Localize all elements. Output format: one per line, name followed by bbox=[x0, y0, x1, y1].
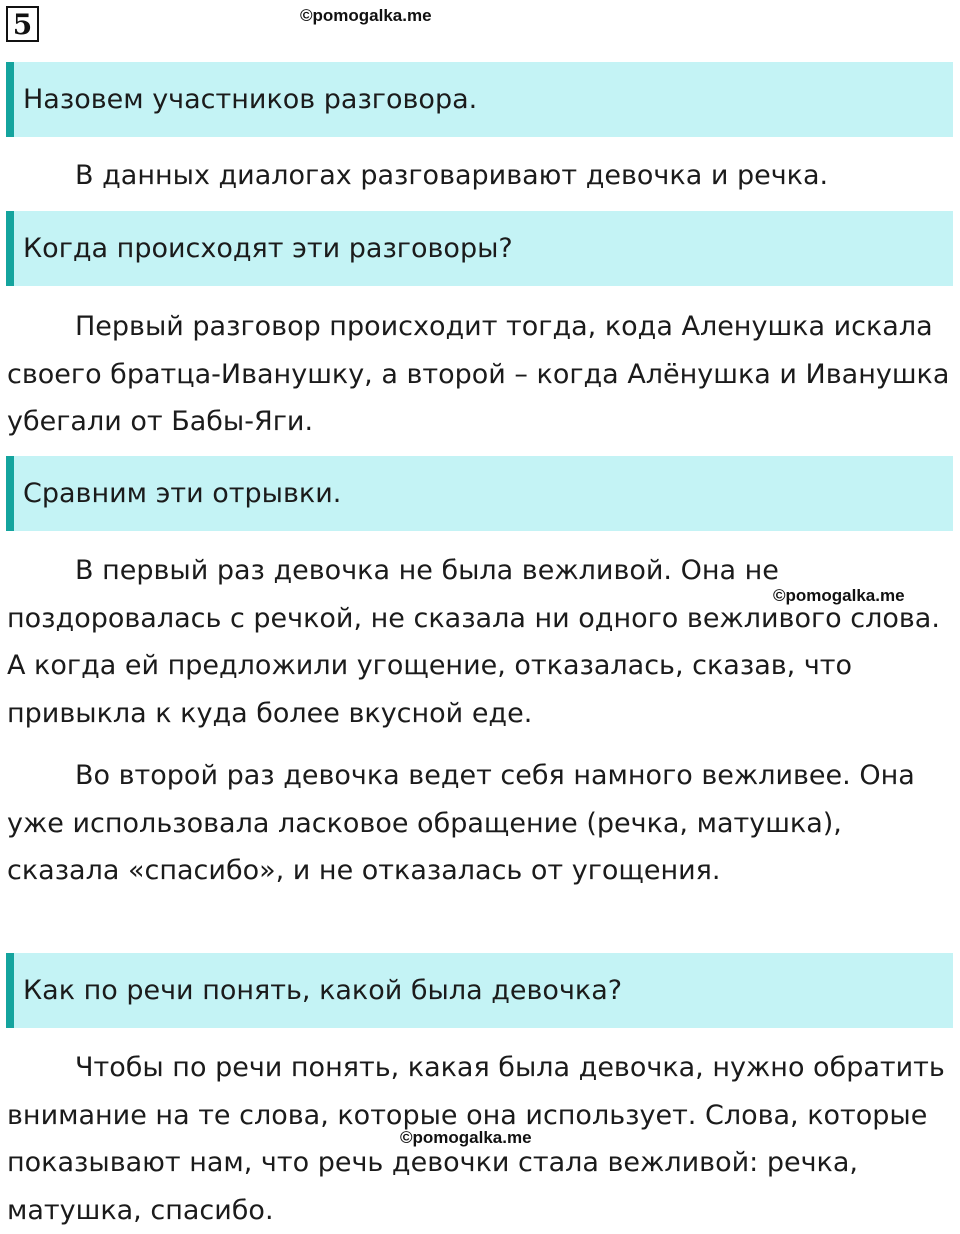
watermark-middle: ©pomogalka.me bbox=[773, 586, 905, 605]
watermark-top: ©pomogalka.me bbox=[300, 6, 432, 25]
section-heading-compare: Сравним эти отрывки. bbox=[6, 456, 953, 531]
paragraph-compare-second: Во второй раз девочка ведет себя намного вежливее. Она уже использовала ласковое обращение (речка, матушка), сказала «спасибо», и не отказалась от угощения. bbox=[7, 760, 915, 886]
watermark-bottom: ©pomogalka.me bbox=[400, 1128, 532, 1147]
task-number-box: 5 bbox=[6, 6, 39, 42]
paragraph-participants: В данных диалогах разговаривают девочка и речка. bbox=[75, 160, 829, 191]
section-heading-speech: Как по речи понять, какой была девочка? bbox=[6, 953, 953, 1028]
section-heading-when: Когда происходят эти разговоры? bbox=[6, 211, 953, 286]
paragraph-compare-first: В первый раз девочка не была вежливой. Она не поздоровалась с речкой, не сказала ни одного вежливого слова. А когда ей предложили угощение, отказалась, сказав, что привыкла к куда более вкусной еде. bbox=[7, 555, 940, 729]
paragraph-when: Первый разговор происходит тогда, кода Аленушка искала своего братца-Иванушку, а второй – когда Алёнушка и Иванушка убегали от Бабы-Яги. bbox=[7, 311, 950, 437]
paragraph-speech: Чтобы по речи понять, какая была девочка, нужно обратить внимание на те слова, которые она использует. Слова, которые показывают нам, что речь девочки стала вежливой: речка, матушка, спасибо. bbox=[7, 1052, 945, 1226]
section-heading-participants: Назовем участников разговора. bbox=[6, 62, 953, 137]
